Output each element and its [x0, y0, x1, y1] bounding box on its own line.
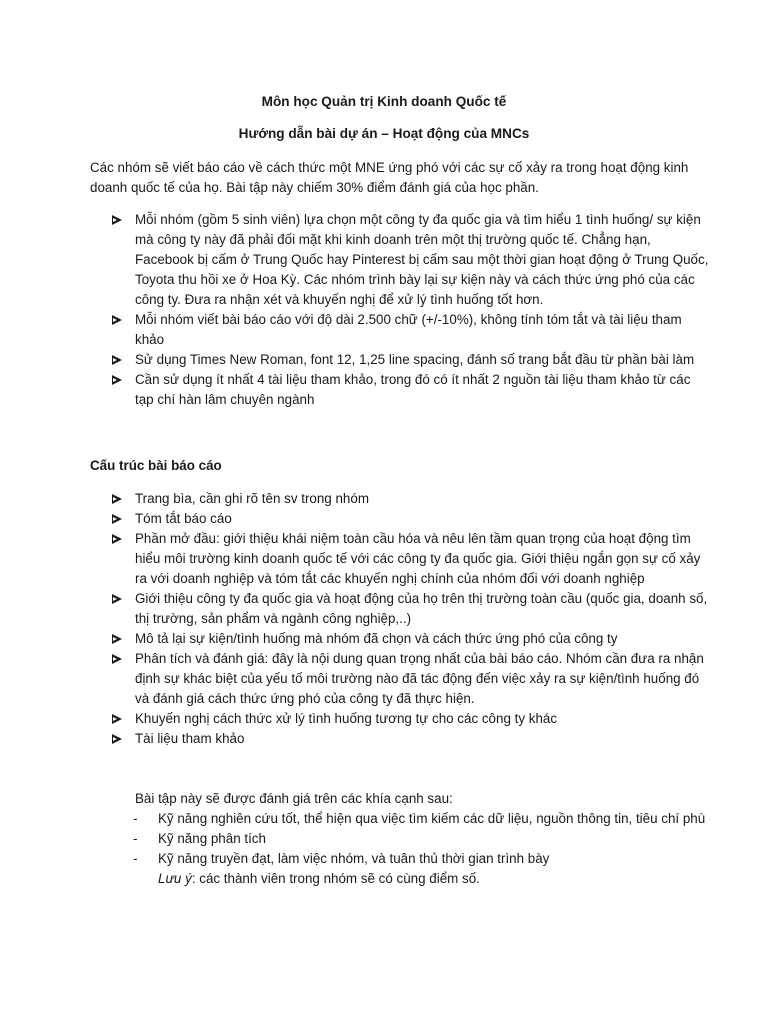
requirement-line: tạp chí hàn lâm chuyên ngành	[135, 392, 315, 407]
arrow-bullet-icon	[112, 210, 126, 230]
page-title: Môn học Quản trị Kinh doanh Quốc tế	[261, 94, 507, 109]
arrow-bullet-icon	[112, 589, 126, 609]
intro-line: Các nhóm sẽ viết báo cáo về cách thức một MNE ứng phó với các sự cố xảy ra trong hoạt động kinh	[90, 160, 689, 175]
dash-bullet: -	[133, 831, 138, 846]
arrow-bullet-icon	[112, 729, 126, 749]
structure-line: Mô tả lại sự kiện/tình huống mà nhóm đã chọn và cách thức ứng phó của công ty	[135, 631, 618, 646]
structure-line: Tài liệu tham khảo	[135, 731, 245, 746]
arrow-bullet-icon	[112, 629, 126, 649]
structure-line: và đánh giá cách thức ứng phó của công ty đã thực hiện.	[135, 691, 475, 706]
requirement-line: Cần sử dụng ít nhất 4 tài liệu tham khảo, trong đó có ít nhất 2 nguồn tài liệu tham khảo từ các	[135, 372, 691, 387]
arrow-bullet-icon	[112, 370, 126, 390]
arrow-bullet-icon	[112, 649, 126, 669]
assessment-item: Kỹ năng phân tích	[158, 831, 266, 846]
requirement-line: công ty. Đưa ra nhận xét và khuyến nghị để xử lý tình huống tốt hơn.	[135, 292, 544, 307]
structure-line: hiểu môi trường kinh doanh quốc tế với các công ty đa quốc gia. Giới thiệu ngắn gọn sự cố xảy	[135, 551, 701, 566]
arrow-bullet-icon	[112, 310, 126, 330]
requirement-line: Mỗi nhóm (gồm 5 sinh viên) lựa chọn một công ty đa quốc gia và tìm hiểu 1 tình huống/ sự kiện	[135, 212, 701, 227]
requirement-line: Sử dụng Times New Roman, font 12, 1,25 line spacing, đánh số trang bắt đầu từ phần bài làm	[135, 352, 695, 367]
assessment-item: Kỹ năng truyền đạt, làm việc nhóm, và tuân thủ thời gian trình bày	[158, 851, 550, 866]
dash-bullet: -	[133, 851, 138, 866]
note-text: : các thành viên trong nhóm sẽ có cùng điểm số.	[191, 871, 480, 886]
arrow-bullet-icon	[112, 529, 126, 549]
page-subtitle: Hướng dẫn bài dự án – Hoạt động của MNCs	[238, 126, 530, 141]
structure-line: thị trường, sản phẩm và ngành công nghiệp,..)	[135, 611, 412, 626]
assessment-intro: Bài tập này sẽ được đánh giá trên các khía cạnh sau:	[135, 791, 453, 806]
requirement-line: khảo	[135, 332, 165, 347]
requirement-line: Toyota thu hồi xe ở Hoa Kỳ. Các nhóm trình bày lại sự kiện này và cách thức ứng phó của các	[135, 272, 695, 287]
structure-line: định sự khác biệt của yếu tố môi trường nào đã tác động đến việc xảy ra sự kiện/tình huống đó	[135, 671, 700, 686]
arrow-bullet-icon	[112, 709, 126, 729]
structure-line: Khuyến nghị cách thức xử lý tình huống tương tự cho các công ty khác	[135, 711, 558, 726]
structure-line: Trang bìa, cần ghi rõ tên sv trong nhóm	[135, 491, 369, 506]
dash-bullet: -	[133, 811, 138, 826]
arrow-bullet-icon	[112, 350, 126, 370]
structure-line: Phần mở đầu: giới thiệu khái niệm toàn cầu hóa và nêu lên tầm quan trọng của hoạt động tìm	[135, 531, 691, 546]
assessment-item: Kỹ năng nghiên cứu tốt, thể hiện qua việc tìm kiếm các dữ liệu, nguồn thông tin, tiêu chí phù	[158, 811, 706, 826]
structure-line: Giới thiệu công ty đa quốc gia và hoạt động của họ trên thị trường toàn cầu (quốc gia, doanh số,	[135, 591, 708, 606]
arrow-bullet-icon	[112, 509, 126, 529]
arrow-bullet-icon	[112, 489, 126, 509]
intro-line: doanh quốc tế của họ. Bài tập này chiếm 30% điểm đánh giá của học phần.	[90, 180, 539, 195]
requirement-line: Facebook bị cấm ở Trung Quốc hay Pinterest bị cấm sau một thời gian hoạt động ở Trung Quốc,	[135, 252, 709, 267]
note-label: Lưu ý	[158, 871, 192, 886]
structure-line: Tóm tắt báo cáo	[135, 511, 232, 526]
structure-line: Phân tích và đánh giá: đây là nội dung quan trọng nhất của bài báo cáo. Nhóm cần đưa ra nhận	[135, 651, 704, 666]
structure-heading: Cấu trúc bài báo cáo	[90, 458, 222, 473]
requirement-line: mà công ty này đã phải đối mặt khi kinh doanh trên một thị trường quốc tế. Chẳng hạn,	[135, 232, 651, 247]
structure-line: ra với doanh nghiệp và tóm tắt các khuyến nghị chính của nhóm đối với doanh nghiệp	[135, 571, 645, 586]
requirement-line: Mỗi nhóm viết bài báo cáo với độ dài 2.500 chữ (+/-10%), không tính tóm tắt và tài liệu tham	[135, 312, 682, 327]
note-line	[158, 869, 480, 889]
